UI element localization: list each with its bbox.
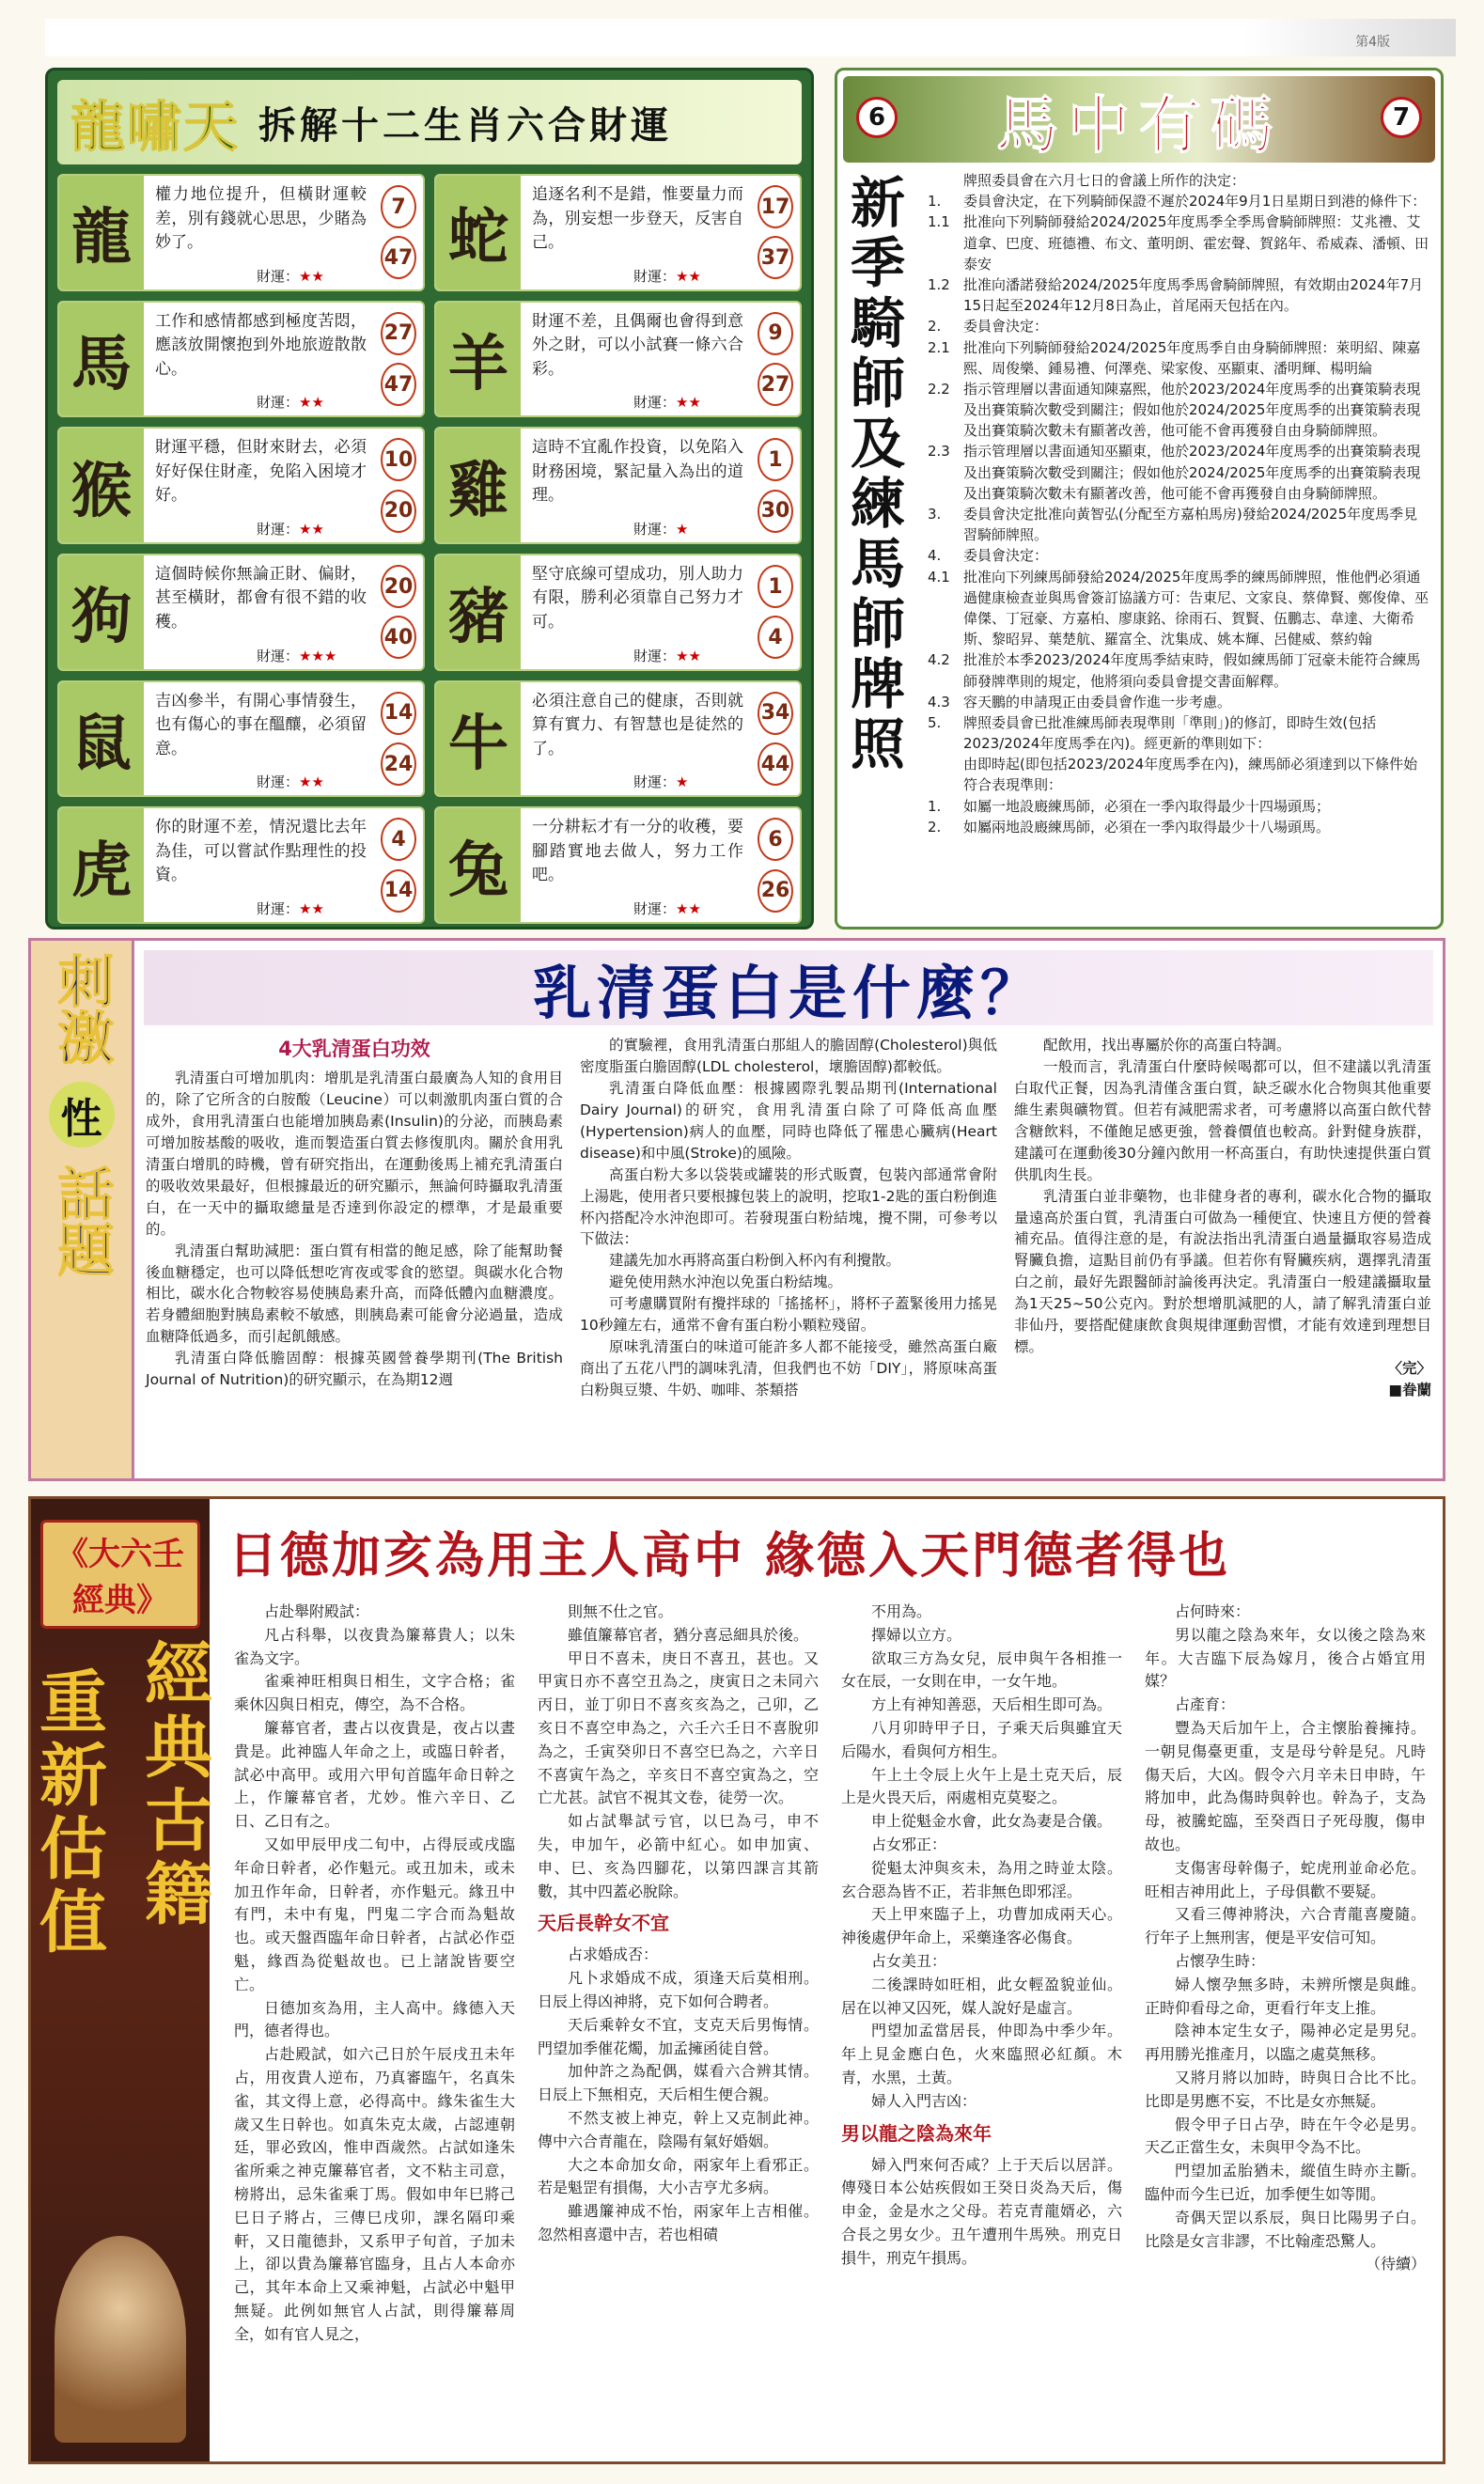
fortune-label: 財運： bbox=[257, 394, 300, 412]
zodiac-name: 牛 bbox=[436, 682, 521, 796]
rule-line bbox=[928, 649, 1431, 691]
paragraph: 二後課時如旺相，此女輕盈貌並仙。居在以神又囚死，媒人說好是虛言。 bbox=[841, 1975, 1122, 2017]
fortune-rating bbox=[257, 646, 336, 665]
rule-number: 4.2 bbox=[928, 651, 950, 669]
fortune-label: 財運： bbox=[633, 773, 677, 791]
paragraph: 午上土令辰上火午上是土克天后，辰上是火畏天后，兩處相克莫娶之。 bbox=[841, 1765, 1122, 1807]
rule-text: 指示管理層以書面通知陳嘉熙，他於2023/2024年度馬季的出賽策騎表現及出賽策騎次數受到關注；假如他於2024/2025年度馬季的出賽策騎表現及出賽策騎次數未有顯著改善，他可能不會再獲發自由身騎師牌照。 bbox=[963, 380, 1421, 440]
paragraph: 日德加亥為用，主人高中。緣德入天門，德者得也。 bbox=[234, 1998, 515, 2040]
paragraph: 擇婦以立方。 bbox=[871, 1625, 962, 1644]
zodiac-name: 雞 bbox=[436, 429, 521, 542]
rule-number bbox=[928, 754, 963, 795]
fortune-rating bbox=[257, 392, 324, 412]
fortune-label: 財運： bbox=[633, 647, 677, 664]
rule-number: 5. bbox=[928, 713, 942, 731]
paragraph: 門望加孟當居長，仲即為中季少年。年上見金應白色，火來臨照必紅顏。木青，水黑，土黃。 bbox=[841, 2022, 1122, 2086]
paragraph: 不然支被上神克，幹上又克制此神。傳中六合青龍在，陰陽有氣好婚姻。 bbox=[538, 2108, 819, 2150]
lucky-numbers bbox=[374, 682, 423, 796]
classic-title: 日德加亥為用主人高中 緣德入天門德者得也 bbox=[228, 1526, 1231, 1585]
paragraph: 支傷害母幹傷子，蛇虎刑並命必危。旺相吉神用此上，子母俱歡不要疑。 bbox=[1145, 1858, 1426, 1900]
end-mark: 〈完〉 bbox=[1387, 1360, 1431, 1378]
zodiac-cell bbox=[57, 680, 425, 798]
whey-title: 乳清蛋白是什麼？ bbox=[144, 950, 1433, 1025]
paragraph: 男以龍之陰為來年 bbox=[841, 2121, 992, 2145]
rule-number: 2.2 bbox=[928, 380, 950, 398]
rule-number bbox=[928, 170, 963, 191]
author: ■眷蘭 bbox=[1388, 1382, 1431, 1398]
lucky-number: 14 bbox=[381, 869, 416, 913]
lucky-number: 30 bbox=[758, 490, 793, 533]
classic-scroll: 《大六壬經典》 bbox=[40, 1520, 200, 1629]
horse-title: 馬中有碼 bbox=[996, 87, 1282, 162]
lucky-number: 40 bbox=[381, 616, 416, 659]
whey-side bbox=[31, 941, 134, 1478]
rule-text: 委員會決定： bbox=[963, 318, 1049, 336]
paragraph: 乳清蛋白並非藥物，也非健身者的專利，碳水化合物的攝取量遠高於蛋白質，乳清蛋白可做為一種便宜、快速且方便的營養補充品。值得注意的是，有說法指出乳清蛋白過量攝取容易造成腎臟負擔，這點目前仍有爭議。但若你有腎臟疾病，選擇乳清蛋白之前，最好先跟醫師討論後再決定。乳清蛋白一般建議攝取量為1天25~50公克內。對於想增肌減肥的人，請了解乳清蛋白並非仙丹，要搭配健康飲食與規律運動習慣，才能有效達到理想目標。 bbox=[1014, 1187, 1431, 1356]
paragraph: 奇偶天罡以系辰，與日比陽男子白。比陰是女言非謬，不比翰產恐驚人。 bbox=[1145, 2208, 1426, 2250]
paragraph: 乳清蛋白可增加肌肉：增肌是乳清蛋白最廣為人知的食用目的，除了它所含的白胺酸（Leucine）可以刺激肌肉蛋白質的合成外，食用乳清蛋白也能增加胰島素(Insulin)的分泌，而胰島素可增加胺基酸的吸收，進而製造蛋白質去修復肌肉。關於食用乳清蛋白增肌的時機，曾有研究指出，在運動後馬上補充乳清蛋白的吸收效果最好，但根據最近的研究顯示，無論何時攝取乳清蛋白，在一天中的攝取總量是否達到你設定的標準，才是最重要的。 bbox=[146, 1070, 563, 1238]
fortune-rating bbox=[633, 772, 688, 791]
rule-line bbox=[928, 754, 1431, 795]
fortune-label: 財運： bbox=[633, 267, 677, 285]
whey-col-3 bbox=[1014, 1035, 1431, 1469]
rule-number: 2.3 bbox=[928, 443, 950, 461]
rule-line bbox=[928, 211, 1431, 274]
paragraph: 占赴舉附殿試： bbox=[264, 1602, 370, 1620]
zodiac-text: 財運不差，且偶爾也會得到意外之財，可以小試賽一條六合彩。 bbox=[532, 311, 743, 379]
fortune-stars: ★ bbox=[676, 773, 689, 791]
fortune-stars: ★★ bbox=[676, 267, 701, 285]
zodiac-name: 兔 bbox=[436, 808, 521, 922]
paragraph: 占懷孕生時： bbox=[1175, 1951, 1266, 1970]
portrait-image bbox=[55, 2236, 186, 2443]
rule-number: 3. bbox=[928, 506, 942, 523]
lucky-number: 47 bbox=[381, 363, 416, 406]
fortune-stars: ★★★ bbox=[299, 647, 337, 664]
paragraph: 則無不仕之官。 bbox=[568, 1602, 674, 1620]
zodiac-header bbox=[57, 80, 802, 164]
fortune-rating bbox=[633, 392, 701, 412]
fortune-label: 財運： bbox=[257, 899, 300, 917]
paragraph: 八月卯時甲子日，子乘天后與雖宜天后陽水，看與何方相生。 bbox=[841, 1718, 1122, 1760]
to-be-continued: （待續） bbox=[1365, 2255, 1426, 2273]
paragraph: 假令甲子日占孕，時在午令必是男。天乙正當生女，未與甲令為不比。 bbox=[1145, 2115, 1426, 2157]
lucky-numbers bbox=[751, 555, 800, 669]
rule-line bbox=[928, 796, 1431, 817]
zodiac-name: 猴 bbox=[59, 429, 144, 542]
fortune-rating bbox=[257, 519, 324, 539]
horse-body bbox=[928, 170, 1431, 837]
fortune-rating bbox=[633, 898, 701, 918]
paragraph: 男以龍之陰為來年，女以後之陰為來年。大吉臨下辰為嫁月，後合占婚宜用媒？ bbox=[1145, 1625, 1426, 1691]
paragraph: 雀乘神旺相與日相生，文字合格；雀乘休囚與日相克，傳空，為不合格。 bbox=[234, 1672, 515, 1714]
rule-number: 2. bbox=[928, 818, 942, 836]
rule-line bbox=[928, 316, 1431, 336]
lucky-number: 1 bbox=[758, 565, 793, 608]
zodiac-text: 一分耕耘才有一分的收穫，要腳踏實地去做人，努力工作吧。 bbox=[532, 818, 743, 885]
whey-columns bbox=[146, 1035, 1431, 1469]
paragraph: 加仲許之為配偶，媒看六合辨其情。日辰上下無相克，天后相生便合親。 bbox=[538, 2062, 819, 2104]
side-bottom: 話題 bbox=[48, 1164, 115, 1277]
lucky-number: 4 bbox=[381, 818, 416, 861]
vert-right: 經典古籍 bbox=[133, 1638, 213, 1931]
vert-left: 重新估值 bbox=[28, 1666, 108, 1960]
side-badge: 性 bbox=[49, 1082, 115, 1148]
zodiac-brand: 龍嘯天 bbox=[70, 95, 241, 159]
rule-number: 4. bbox=[928, 547, 942, 565]
rule-text: 由即時起(即包括2023/2024年度馬季在內)，練馬師必須達到以下條件始符合表現準則： bbox=[963, 756, 1418, 794]
zodiac-text: 這個時候你無論正財、偏財，甚至橫財，都會有很不錯的收穫。 bbox=[155, 564, 367, 632]
zodiac-name: 羊 bbox=[436, 303, 521, 416]
paragraph: 又將月將以加時，時與日合比不比。比即是男應不妄，不比是女亦無疑。 bbox=[1145, 2068, 1426, 2110]
lucky-number: 17 bbox=[758, 185, 793, 228]
fortune-label: 財運： bbox=[633, 394, 677, 412]
ball-left: 6 bbox=[856, 97, 898, 138]
zodiac-cell bbox=[57, 806, 425, 924]
lucky-number: 20 bbox=[381, 565, 416, 608]
paragraph: 如占試舉試亏官，以巳為弓，申不失，申加午，必箭中紅心。如申加寅、申、巳、亥為四腳花，以第四課言其箭數，其中四蓋必脫除。 bbox=[538, 1812, 819, 1900]
rule-text: 批准向潘諾發給2024/2025年度馬季馬會騎師牌照，有效期由2024年7月15日起至2024年12月8日為止，首尾兩天包括在內。 bbox=[963, 275, 1424, 315]
lucky-numbers bbox=[374, 303, 423, 416]
zodiac-panel bbox=[45, 68, 814, 930]
paragraph: 占產育： bbox=[1175, 1695, 1236, 1714]
zodiac-cell bbox=[57, 554, 425, 671]
paragraph: 天上甲來臨子上，功曹加成兩天心。神後處伊年命上，采藥逢客必傷食。 bbox=[841, 1905, 1122, 1947]
lucky-numbers bbox=[374, 808, 423, 922]
paragraph: 占女邪正： bbox=[871, 1835, 947, 1853]
paragraph: 高蛋白粉大多以袋裝或罐裝的形式販賣，包裝內部通常會附上湯匙，使用者只要根據包裝上的說明，挖取1-2匙的蛋白粉倒進杯內搭配冷水沖泡即可。若發現蛋白粉結塊，攪不開，可參考以下做法： bbox=[580, 1165, 997, 1248]
page-number: 第4版 bbox=[1355, 35, 1390, 50]
zodiac-grid bbox=[57, 174, 802, 924]
paragraph: 又如甲辰甲戌二旬中，占得辰或戌臨年命日幹者，必作魁元。或丑加未，或未加丑作年命，日幹者，亦作魁元。緣丑中有門，未中有鬼，門鬼二字合而為魁故也。或天盤酉臨年命日幹者，占試必作亞魁，緣酉為從魁故也。已上諸說皆要空亡。 bbox=[234, 1835, 515, 1993]
fortune-stars: ★★ bbox=[299, 394, 324, 412]
fortune-stars: ★★ bbox=[676, 394, 701, 412]
paragraph: 不用為。 bbox=[871, 1602, 932, 1620]
rule-line bbox=[928, 504, 1431, 545]
fortune-label: 財運： bbox=[257, 773, 300, 791]
paragraph: 乳清蛋白幫助減肥：蛋白質有相當的飽足感，除了能幫助餐後血糖穩定，也可以降低想吃宵夜或零食的慾望。與碳水化合物相比，碳水化合物較容易使胰島素升高，而降低體內血糖濃度。若身體細胞對胰島素較不敏感，則胰島素可能會分泌過量，造成血糖降低過多，而引起飢餓感。 bbox=[146, 1242, 563, 1346]
lucky-number: 37 bbox=[758, 236, 793, 279]
paragraph: 豐為天后加午上，合主懷胎養擁持。一朝見傷臺更重，支是母兮幹是兒。凡時傷天后，大凶。假令六月辛未日申時，午將加申，此為傷時與幹也。幹為子，支為母，被騰蛇臨，至癸酉日子死母腹，傷申故也。 bbox=[1145, 1718, 1426, 1853]
paragraph: 占何時來： bbox=[1175, 1602, 1251, 1620]
rule-text: 如屬一地設廄練馬師，必須在一季內取得最少十四場頭馬； bbox=[963, 797, 1331, 815]
lucky-number: 47 bbox=[381, 236, 416, 279]
paragraph: 凡占科舉，以夜貴為簾幕貴人；以朱雀為文字。 bbox=[234, 1625, 515, 1667]
rule-text: 容天鵬的申請現正由委員會作進一步考慮。 bbox=[963, 693, 1232, 711]
paragraph: 建議先加水再將高蛋白粉倒入杯內有利攪散。 bbox=[609, 1252, 901, 1270]
fortune-stars: ★★ bbox=[676, 899, 701, 917]
paragraph: 原味乳清蛋白的味道可能許多人都不能接受，雖然高蛋白廠商出了五花八門的調味乳清，但我們也不妨「DIY」，將原味高蛋白粉與豆漿、牛奶、咖啡、茶類搭 bbox=[580, 1338, 997, 1398]
horse-header bbox=[843, 76, 1435, 163]
rule-number: 1.1 bbox=[928, 213, 950, 231]
fortune-stars: ★★ bbox=[299, 267, 324, 285]
page-header bbox=[45, 19, 1456, 56]
paragraph: 占求婚成否： bbox=[568, 1945, 659, 1964]
rule-line bbox=[928, 692, 1431, 712]
lucky-numbers bbox=[751, 303, 800, 416]
zodiac-subtitle: 拆解十二生肖六合財運 bbox=[258, 102, 673, 148]
fortune-rating bbox=[633, 646, 701, 665]
rule-line bbox=[928, 170, 1431, 191]
rule-number: 4.1 bbox=[928, 568, 950, 586]
lucky-number: 9 bbox=[758, 312, 793, 355]
zodiac-name: 虎 bbox=[59, 808, 144, 922]
zodiac-text: 這時不宜亂作投資，以免陷入財務困境，緊記量入為出的道理。 bbox=[532, 438, 743, 506]
classic-col-3 bbox=[841, 1601, 1122, 2448]
paragraph: 避免使用熱水沖泡以免蛋白粉結塊。 bbox=[609, 1273, 843, 1291]
zodiac-name: 豬 bbox=[436, 555, 521, 669]
lucky-number: 1 bbox=[758, 438, 793, 481]
lucky-number: 6 bbox=[758, 818, 793, 861]
rule-line bbox=[928, 274, 1431, 316]
zodiac-name: 龍 bbox=[59, 176, 144, 289]
zodiac-text: 你的財運不差，情況還比去年為佳，可以嘗試作點理性的投資。 bbox=[155, 818, 367, 885]
lucky-numbers bbox=[374, 176, 423, 289]
whey-col-2 bbox=[580, 1035, 997, 1469]
paragraph: 甲日不喜未，庚日不喜丑，甚也。又甲寅日亦不喜空丑為之，庚寅日之未同六丙日，並丁卯日不喜亥亥為之，己卯，乙亥日不喜空申為之，六壬六壬日不喜脫卯為之，壬寅癸卯日不喜空巳為之，六辛日不喜寅午為之，辛亥日不喜空寅為之，空亡尤甚。試官不視其文卷，徒勞一次。 bbox=[538, 1648, 819, 1807]
horse-vertical-title: 新季騎師及練馬師牌照 bbox=[841, 174, 905, 775]
fortune-rating bbox=[633, 519, 688, 539]
paragraph: 大之本命加女命，兩家年上看邪正。若是魁罡有損傷，大小吉亨尤多病。 bbox=[538, 2155, 819, 2197]
paragraph: 欲取三方為女兒，辰申與午各相推一女在辰，一女則在申，一女午地。 bbox=[841, 1648, 1122, 1691]
lucky-number: 20 bbox=[381, 490, 416, 533]
rule-text: 批准向下列騎師發給2024/2025年度馬季自由身騎師牌照：萊明紹、陳嘉熙、周俊樂、鍾易禮、何澤堯、梁家俊、巫顯東、潘明輝、楊明綸 bbox=[963, 338, 1421, 377]
zodiac-cell bbox=[434, 174, 802, 291]
lucky-numbers bbox=[374, 555, 423, 669]
fortune-label: 財運： bbox=[257, 520, 300, 538]
zodiac-text: 追逐名利不是錯，惟要量力而為，別妄想一步登天，反害自己。 bbox=[532, 185, 743, 252]
lucky-number: 27 bbox=[758, 363, 793, 406]
paragraph: 婦入門來何否咸？上于天后以居詳。傳殘日本公姑疾假如王癸日炎為天后，傷申金，金是水之父母。若克青龍婿必，六合長之男女少。丑午遭刑牛馬殃。刑克日損牛，刑克午損馬。 bbox=[841, 2155, 1122, 2267]
rule-line bbox=[928, 191, 1431, 211]
zodiac-name: 蛇 bbox=[436, 176, 521, 289]
zodiac-name: 鼠 bbox=[59, 682, 144, 796]
zodiac-text: 權力地位提升，但橫財運較差，別有錢就心思思，少賭為妙了。 bbox=[155, 185, 367, 252]
fortune-rating bbox=[257, 266, 324, 286]
lucky-numbers bbox=[751, 176, 800, 289]
paragraph: 配飲用，找出專屬於你的高蛋白特調。 bbox=[1043, 1037, 1291, 1054]
paragraph: 占女美丑： bbox=[871, 1951, 947, 1970]
lucky-number: 10 bbox=[381, 438, 416, 481]
lucky-number: 27 bbox=[381, 312, 416, 355]
classic-col-1 bbox=[234, 1601, 515, 2448]
zodiac-cell bbox=[434, 554, 802, 671]
zodiac-cell bbox=[57, 427, 425, 544]
whey-subhead: 4大乳清蛋白功效 bbox=[278, 1038, 430, 1060]
rule-text: 委員會決定： bbox=[963, 547, 1049, 565]
lucky-number: 44 bbox=[758, 742, 793, 786]
rule-line bbox=[928, 712, 1431, 754]
paragraph: 方上有神知善惡，天后相生即可為。 bbox=[871, 1695, 1113, 1714]
rule-text: 指示管理層以書面通知巫顯東，他於2023/2024年度馬季的出賽策騎表現及出賽策騎次數受到關注；假如他於2024/2025年度馬季的出賽策騎表現及出賽策騎次數未有顯著改善，他可能不會再獲發自由身騎師牌照。 bbox=[963, 443, 1421, 502]
rule-line bbox=[928, 379, 1431, 442]
rule-number: 2. bbox=[928, 318, 942, 336]
fortune-stars: ★★ bbox=[299, 773, 324, 791]
whey-article bbox=[28, 938, 1445, 1481]
rule-text: 牌照委員會在六月七日的會議上所作的決定： bbox=[963, 172, 1246, 189]
rule-text: 牌照委員會已批准練馬師表現準則「準則」)的修訂，即時生效(包括2023/2024年度馬季在內)。經更新的準則如下： bbox=[963, 713, 1377, 753]
paragraph: 的實驗裡，食用乳清蛋白那組人的膽固醇(Cholesterol)與低密度脂蛋白膽固醇(LDL cholesterol，壞膽固醇)都較低。 bbox=[580, 1037, 997, 1075]
rule-number: 2.1 bbox=[928, 338, 950, 356]
paragraph: 婦人入門吉凶： bbox=[871, 2091, 977, 2110]
fortune-label: 財運： bbox=[257, 267, 300, 285]
paragraph: 占赴殿試，如六己日於午辰戌丑未年占，用夜貴人逆布，乃真審臨午，名真朱雀，其文得上意，必得高中。緣朱雀生大歲又生日幹也。如真朱克太歲，占認連朝廷，罪必致凶，惟申酉歲然。占試如逢朱雀所乘之神克簾幕官者，文不粘主司意，榜將出，忌朱雀乘丁馬。假如申年巳將己巳日子將占，三傳巳戌卯，課名隔印乘軒，又日龍德卦，又系甲子旬首，子加未上，卻以貴為簾幕官臨身，且占人本命亦己，其年本命上又乘神魁，占試必中魁甲無疑。此例如無官人占試，則得簾幕周全，如有官人見之， bbox=[234, 2045, 515, 2343]
paragraph: 婦人懷孕無多時，未辨所懷是與雌。正時仰看母之命，更看行年支上推。 bbox=[1145, 1975, 1426, 2017]
paragraph: 乳清蛋白降低血壓：根據國際乳製品期刊(International Dairy Journal)的研究，食用乳清蛋白除了可降低高血壓(Hypertension)病人的血壓，同時也降低了罹患心臟病(Heart disease)和中風(Stroke)的風險。 bbox=[580, 1079, 997, 1162]
classic-columns bbox=[234, 1601, 1426, 2448]
lucky-numbers bbox=[751, 682, 800, 796]
classic-col-4 bbox=[1145, 1601, 1426, 2448]
rule-text: 如屬兩地設廄練馬師，必須在一季內取得最少十八場頭馬。 bbox=[963, 818, 1331, 836]
zodiac-cell bbox=[57, 174, 425, 291]
rule-text: 委員會決定，在下列騎師保證不遲於2024年9月1日星期日到港的條件下： bbox=[963, 193, 1427, 211]
rule-number: 1.2 bbox=[928, 275, 950, 293]
paragraph: 陰神本定生女子，陽神必定是男兒。再用勝光推產月，以臨之處莫無移。 bbox=[1145, 2022, 1426, 2064]
zodiac-name: 馬 bbox=[59, 303, 144, 416]
horse-panel bbox=[835, 68, 1444, 930]
paragraph: 凡卜求婚成不成，須逢天后莫相刑。日辰上得凶神將，克下如何合聘者。 bbox=[538, 1969, 819, 2010]
fortune-rating bbox=[633, 266, 701, 286]
rule-line bbox=[928, 817, 1431, 837]
paragraph: 一般而言，乳清蛋白什麼時候喝都可以，但不建議以乳清蛋白取代正餐，因為乳清僅含蛋白質，缺乏碳水化合物與其他重要維生素與礦物質。但若有減肥需求者，可考慮將以高蛋白飲代替含糖飲料，不僅飽足感更強，營養價值也較高。針對健身族群，建議可在運動後30分鐘內飲用一杯高蛋白，有助快速提供蛋白質供肌肉生長。 bbox=[1014, 1057, 1431, 1183]
whey-col-1 bbox=[146, 1035, 563, 1469]
fortune-rating bbox=[257, 772, 324, 791]
side-top: 刺激 bbox=[48, 952, 115, 1065]
zodiac-text: 吉凶參半，有開心事情發生，也有傷心的事在醞釀，必須留意。 bbox=[155, 691, 367, 758]
zodiac-text: 堅守底線可望成功，別人助力有限，勝利必須靠自己努力才可。 bbox=[532, 564, 743, 632]
rule-line bbox=[928, 337, 1431, 379]
lucky-number: 34 bbox=[758, 692, 793, 735]
paragraph: 雖值簾幕官者，猶分喜忌細具於後。 bbox=[568, 1625, 809, 1644]
zodiac-cell bbox=[434, 680, 802, 798]
rule-text: 批准向下列練馬師發給2024/2025年度馬季的練馬師牌照，惟他們必須通過健康檢查並與馬會簽訂協議方可：告東尼、文家良、蔡偉賢、鄭俊偉、巫偉傑、丁冠豪、方嘉柏、廖康銘、徐雨石、賀賢、伍鵬志、韋達、大衛希斯、黎昭昇、葉楚航、羅富全、沈集成、姚本輝、呂健威、蔡約翰 bbox=[963, 568, 1429, 648]
lucky-numbers bbox=[751, 429, 800, 542]
classic-panel bbox=[28, 1496, 1445, 2464]
fortune-stars: ★★ bbox=[299, 520, 324, 538]
zodiac-cell bbox=[57, 301, 425, 418]
lucky-number: 26 bbox=[758, 869, 793, 913]
paragraph: 申上從魁金水會，此女為妻是合儀。 bbox=[871, 1812, 1113, 1831]
paragraph: 門望加孟胎猶未，縱值生時亦主斷。臨仲而今生已近，加季便生如等閒。 bbox=[1145, 2162, 1426, 2203]
rule-text: 委員會決定批准向黃智弘(分配至方嘉柏馬房)發給2024/2025年度馬季見習騎師牌照。 bbox=[963, 506, 1418, 544]
rule-line bbox=[928, 567, 1431, 650]
paragraph: 又看三傳神將決，六合青龍喜慶隨。行年子上無刑害，便是平安信可知。 bbox=[1145, 1905, 1426, 1947]
lucky-number: 24 bbox=[381, 742, 416, 786]
zodiac-text: 工作和感情都感到極度苦悶，應該放開懷抱到外地旅遊散散心。 bbox=[155, 311, 367, 379]
zodiac-name: 狗 bbox=[59, 555, 144, 669]
lucky-number: 4 bbox=[758, 616, 793, 659]
zodiac-cell bbox=[434, 806, 802, 924]
rule-number: 4.3 bbox=[928, 693, 950, 711]
paragraph: 天后乘幹女不宜，支克天后男悔情。門望加季催花燭，加孟擁函徒自營。 bbox=[538, 2015, 819, 2057]
lucky-numbers bbox=[751, 808, 800, 922]
fortune-stars: ★★ bbox=[676, 647, 701, 664]
fortune-label: 財運： bbox=[257, 647, 300, 664]
zodiac-text: 財運平穩，但財來財去，必須好好保住財產，免陷入困境才好。 bbox=[155, 438, 367, 506]
rule-line bbox=[928, 441, 1431, 504]
ball-right: 7 bbox=[1381, 97, 1422, 138]
paragraph: 可考慮購買附有攪拌球的「搖搖杯」，將杯子蓋緊後用力搖晃10秒鐘左右，通常不會有蛋白粉小顆粒殘留。 bbox=[580, 1295, 997, 1335]
fortune-label: 財運： bbox=[633, 520, 677, 538]
classic-col-2 bbox=[538, 1601, 819, 2448]
rule-number: 1. bbox=[928, 797, 942, 815]
rule-text: 批准於本季2023/2024年度馬季結束時，假如練馬師丁冠豪未能符合練馬師發牌準則的規定，他將須向委員會提交書面解釋。 bbox=[963, 651, 1421, 690]
classic-side bbox=[28, 1499, 213, 2461]
fortune-label: 財運： bbox=[633, 899, 677, 917]
zodiac-text: 必須注意自己的健康，否則就算有實力、有智慧也是徒然的了。 bbox=[532, 691, 743, 758]
rule-text: 批准向下列騎師發給2024/2025年度馬季全季馬會騎師牌照：艾兆禮、艾道拿、巴度、班德禮、布文、董明朗、霍宏聲、賀銘年、希威森、潘頓、田泰安 bbox=[963, 213, 1429, 273]
rule-line bbox=[928, 545, 1431, 566]
rule-number: 1. bbox=[928, 193, 942, 211]
lucky-number: 7 bbox=[381, 185, 416, 228]
paragraph: 簾幕官者，晝占以夜貴是，夜占以晝貴是。此神臨人年命之上，或臨日幹者，試必中高甲。或用六甲旬首臨年命日幹之上，作簾幕官者，尤妙。惟六辛日、乙日、乙日有之。 bbox=[234, 1718, 515, 1831]
paragraph: 天后長幹女不宜 bbox=[538, 1912, 669, 1935]
lucky-numbers bbox=[374, 429, 423, 542]
paragraph: 雖遇簾神成不怡，兩家年上吉相催。忽然相喜還中吉，若也相磧 bbox=[538, 2202, 819, 2243]
paragraph: 從魁太沖與亥未，為用之時並太陰。玄合惡為皆不正，若非無色即邪淫。 bbox=[841, 1858, 1122, 1900]
lucky-number: 14 bbox=[381, 692, 416, 735]
fortune-stars: ★★ bbox=[299, 899, 324, 917]
fortune-stars: ★ bbox=[676, 520, 689, 538]
fortune-rating bbox=[257, 898, 324, 918]
paragraph: 乳清蛋白降低膽固醇：根據英國營養學期刊(The British Journal of Nutrition)的研究顯示，在為期12週 bbox=[146, 1350, 563, 1389]
zodiac-cell bbox=[434, 427, 802, 544]
zodiac-cell bbox=[434, 301, 802, 418]
